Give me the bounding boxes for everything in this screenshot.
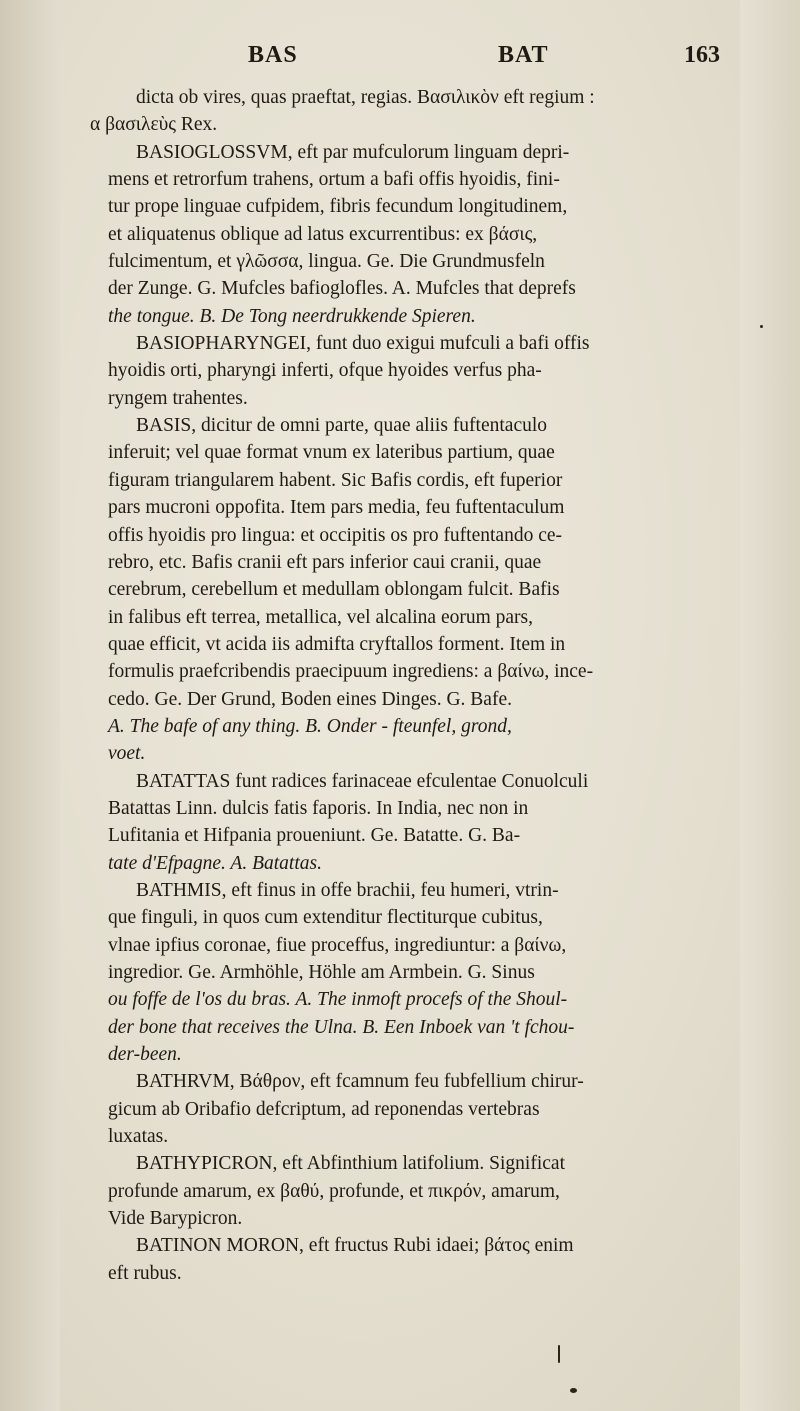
entry-bathrum: BATHRVM, Βάθρον, eft fcamnum feu fubfellium chirur- bbox=[136, 1071, 584, 1093]
text-line: inferuit; vel quae format vnum ex lateribus partium, quae bbox=[108, 442, 555, 464]
entry-bathypicron: BATHYPICRON, eft Abfinthium latifolium. Significat bbox=[136, 1153, 565, 1175]
text-line: offis hyoidis pro lingua: et occipitis os pro fuftentando ce- bbox=[108, 524, 563, 546]
running-header bbox=[0, 42, 800, 82]
text-line: hyoidis orti, pharyngi inferti, ofque hyoides verfus pha- bbox=[108, 360, 542, 382]
page-edge-shadow bbox=[740, 0, 800, 1411]
text-line: gicum ab Oribafio defcriptum, ad reponendas vertebras bbox=[108, 1098, 540, 1120]
text-line: pars mucroni oppofita. Item pars media, feu fuftentaculum bbox=[108, 497, 565, 519]
text-line: vlnae ipfius coronae, fiue proceffus, ingrediuntur: a βαίνω, bbox=[108, 934, 567, 956]
header-left-term: BAS bbox=[248, 42, 298, 68]
text-line: cedo. Ge. Der Grund, Boden eines Dinges. G. Bafe. bbox=[108, 688, 512, 710]
text-line: tur prope linguae cufpidem, fibris fecundum longitudinem, bbox=[108, 196, 568, 218]
text-line: der-been. bbox=[108, 1044, 182, 1066]
text-line: dicta ob vires, quas praeftat, regias. Βασιλικὸν eft regium : bbox=[136, 87, 595, 108]
ink-speck bbox=[760, 325, 763, 328]
text-line: rebro, etc. Bafis cranii eft pars inferior caui cranii, quae bbox=[108, 551, 542, 573]
entry-batinon-moron: BATINON MORON, eft fructus Rubi idaei; βάτος enim bbox=[136, 1235, 574, 1257]
entry-batattas: BATATTAS funt radices farinaceae efculentae Conuolculi bbox=[136, 770, 589, 792]
text-line: the tongue. B. De Tong neerdrukkende Spieren. bbox=[108, 305, 476, 327]
page-number: 163 bbox=[684, 42, 720, 68]
ink-speck bbox=[570, 1388, 577, 1393]
text-line: que finguli, in quos cum extenditur flectiturque cubitus, bbox=[108, 907, 543, 929]
text-line: Vide Barypicron. bbox=[108, 1208, 243, 1230]
text-line: ryngem trahentes. bbox=[108, 387, 248, 409]
text-line: α βασιλεὺς Rex. bbox=[90, 114, 218, 136]
text-line: in falibus eft terrea, metallica, vel alcalina eorum pars, bbox=[108, 606, 534, 628]
text-line: tate d'Efpagne. A. Batattas. bbox=[108, 852, 322, 874]
text-line: luxatas. bbox=[108, 1126, 169, 1148]
text-line: eft rubus. bbox=[108, 1262, 182, 1284]
entry-basiopharyngei: BASIOPHARYNGEI, funt duo exigui mufculi a bafi offis bbox=[136, 333, 590, 355]
entry-basis: BASIS, dicitur de omni parte, quae aliis fuftentaculo bbox=[136, 415, 548, 437]
entry-basioglossum: BASIOGLOSSVM, eft par mufculorum linguam depri- bbox=[136, 141, 570, 163]
header-right-term: BAT bbox=[498, 42, 549, 68]
entry-bathmis: BATHMIS, eft finus in offe brachii, feu humeri, vtrin- bbox=[136, 879, 559, 901]
text-line: Lufitania et Hifpania proueniunt. Ge. Batatte. G. Ba- bbox=[108, 825, 521, 847]
text-line: fulcimentum, et γλῶσσα, lingua. Ge. Die Grundmusfeln bbox=[108, 251, 545, 273]
text-line: der bone that receives the Ulna. B. Een Inboek van 't fchou- bbox=[108, 1016, 575, 1038]
text-line: mens et retrorfum trahens, ortum a bafi offis hyoidis, fini- bbox=[108, 169, 560, 191]
text-line: quae efficit, vt acida iis admifta cryftallos forment. Item in bbox=[108, 633, 566, 655]
text-line: A. The bafe of any thing. B. Onder - fteunfel, grond, bbox=[108, 715, 512, 737]
text-line: cerebrum, cerebellum et medullam oblongam fulcit. Bafis bbox=[108, 579, 560, 601]
text-line: profunde amarum, ex βαθύ, profunde, et πικρόν, amarum, bbox=[108, 1180, 560, 1202]
text-line: et aliquatenus oblique ad latus excurrentibus: ex βάσις, bbox=[108, 223, 538, 245]
ink-speck bbox=[558, 1345, 560, 1363]
text-line: ingredior. Ge. Armhöhle, Höhle am Armbein. G. Sinus bbox=[108, 962, 535, 983]
text-line: ou foffe de l'os du bras. A. The inmoft procefs of the Shoul- bbox=[108, 989, 568, 1011]
page-gutter-shadow bbox=[0, 0, 60, 1411]
text-line: voet. bbox=[108, 743, 146, 765]
text-line: figuram triangularem habent. Sic Bafis cordis, eft fuperior bbox=[108, 469, 563, 491]
text-line: Batattas Linn. dulcis fatis faporis. In India, nec non in bbox=[108, 797, 529, 819]
dictionary-text bbox=[90, 84, 718, 1287]
text-line: formulis praefcribendis praecipuum ingrediens: a βαίνω, ince- bbox=[108, 661, 594, 683]
text-line: der Zunge. G. Mufcles bafioglofles. A. Mufcles that deprefs bbox=[108, 278, 576, 300]
